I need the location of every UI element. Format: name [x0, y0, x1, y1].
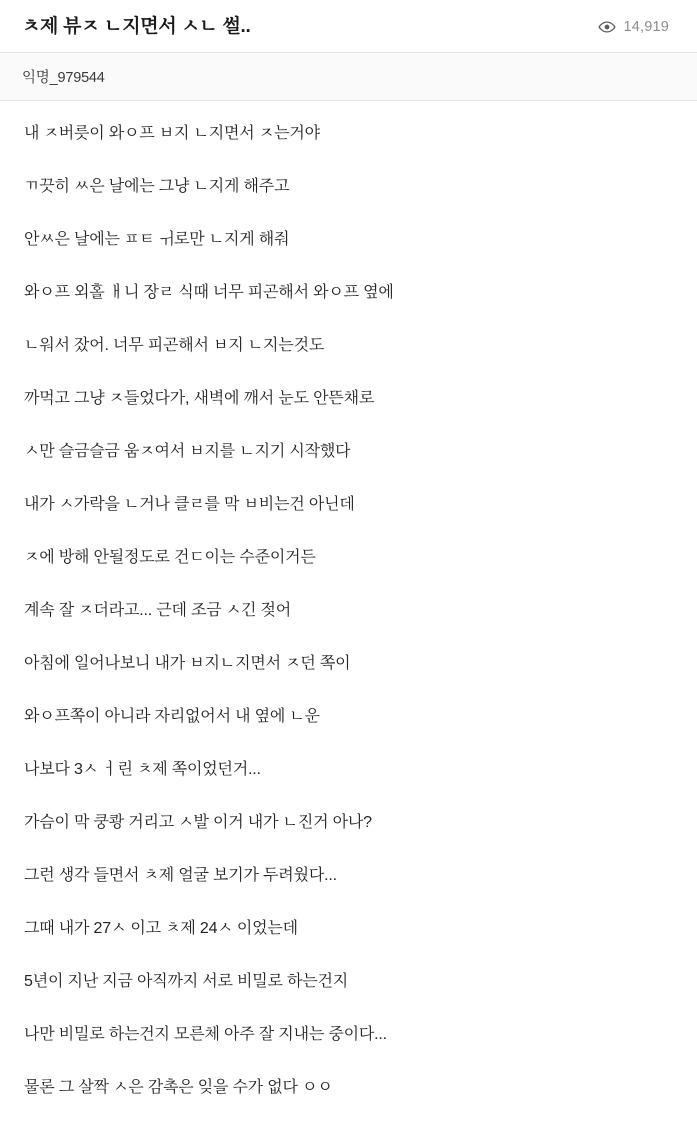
post-paragraph: 나만 비밀로 하는건지 모른체 아주 잘 지내는 중이다...: [24, 1026, 387, 1043]
post-paragraph: 계속 잘 ㅈ더라고... 근데 조금 ㅅ긴 젖어: [24, 602, 292, 619]
post-paragraph: 안ㅆ은 날에는 ㅍㅌ ㅟ로만 ㄴ지게 해줘: [24, 231, 290, 248]
post-paragraph: 그때 내가 27ㅅ 이고 ㅊ제 24ㅅ 이었는데: [24, 920, 298, 937]
post-paragraph: ㄲ끗히 ㅆ은 날에는 그냥 ㄴ지게 해주고: [24, 178, 290, 195]
author-name[interactable]: 익명_979544: [22, 70, 105, 86]
post-paragraph: 5년이 지난 지금 아직까지 서로 비밀로 하는건지: [24, 973, 349, 990]
author-bar: [0, 52, 697, 101]
post-paragraph: 와ㅇ프쪽이 아니라 자리없어서 내 옆에 ㄴ운: [24, 708, 320, 725]
post-paragraph: ㅈ에 방해 안될정도로 건ㄷ이는 수준이거든: [24, 549, 316, 566]
post-paragraph: 내 ㅈ버릇이 와ㅇ프 ㅂ지 ㄴ지면서 ㅈ는거야: [24, 125, 320, 142]
post-paragraph: 내가 ㅅ가락을 ㄴ거나 클ㄹ를 막 ㅂ비는건 아닌데: [24, 496, 355, 513]
view-count-group: [598, 18, 675, 36]
post-paragraph: 물론 그 살짝 ㅅ은 감촉은 잊을 수가 없다 ㅇㅇ: [24, 1079, 333, 1096]
eye-icon: [598, 18, 616, 36]
post-body: [0, 101, 697, 1109]
view-count-value: 14,919: [623, 19, 669, 35]
page-title: ㅊ제 뷰ㅈ ㄴ지면서 ㅅㄴ 썰..: [22, 16, 251, 37]
post-paragraph: 그런 생각 들면서 ㅊ제 얼굴 보기가 두려웠다...: [24, 867, 337, 884]
post-paragraph: 아침에 일어나보니 내가 ㅂ지ㄴ지면서 ㅈ던 쪽이: [24, 655, 351, 672]
post-paragraph: ㅅ만 슬금슬금 움ㅈ여서 ㅂ지를 ㄴ지기 시작했다: [24, 443, 351, 460]
post-paragraph: 가슴이 막 쿵쾅 거리고 ㅅ발 이거 내가 ㄴ진거 아나?: [24, 814, 372, 831]
post-paragraph: 까먹고 그냥 ㅈ들었다가, 새벽에 깨서 눈도 안뜬채로: [24, 390, 375, 407]
post-paragraph: 나보다 3ㅅ ㅓ린 ㅊ제 쪽이었던거...: [24, 761, 261, 778]
post-paragraph: 와ㅇ프 외홀 ㅐ니 장ㄹ 식때 너무 피곤해서 와ㅇ프 옆에: [24, 284, 394, 301]
post-header: [0, 0, 697, 52]
post-paragraph: ㄴ워서 잤어. 너무 피곤해서 ㅂ지 ㄴ지는것도: [24, 337, 325, 354]
